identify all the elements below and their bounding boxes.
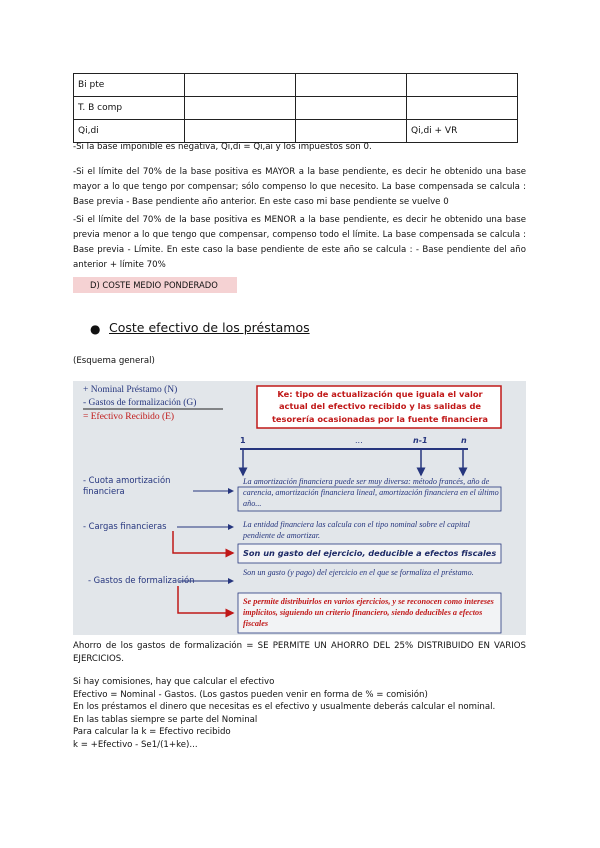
desc-cuota: La amortización financiera puede ser muy diversa: método francés, año de carencia, amortización financiera lineal, amortización financiera en el último año... <box>243 477 499 508</box>
note-formalizacion: Se permite distribuirlos en varios ejercicios, y se reconocen como intereses implícitos, siguiendo un criterio financiero, siendo deducibles a efectos fiscales <box>243 597 494 628</box>
formula-efectivo: = Efectivo Recibido (E) <box>83 412 175 422</box>
note-line: En las tablas siempre se parte del Nominal <box>73 714 258 725</box>
item-label-cuota: - Cuota amortización financiera <box>83 475 171 496</box>
table-cell <box>296 97 407 120</box>
table-cell <box>185 97 296 120</box>
note-line: Efectivo = Nominal - Gastos. (Los gastos pueden venir en forma de % = comisión) <box>73 689 428 700</box>
arrow-red-formalizacion <box>178 586 233 613</box>
table-cell: Qi,di + VR <box>407 120 518 143</box>
timeline-label-n-1: n-1 <box>413 436 428 445</box>
desc-formalizacion: Son un gasto (y pago) del ejercicio en el que se formaliza el préstamo. <box>243 568 474 577</box>
note-line: En los préstamos el dinero que necesitas es el efectivo y usualmente deberás calcular el nominal. <box>73 702 496 712</box>
arrow-red-cargas <box>173 531 233 553</box>
table-row <box>74 74 518 97</box>
paragraph-limit-menor: -Si el límite del 70% de la base positiva es MENOR a la base pendiente, es decir he obtenido una base previa menor a lo que tengo que compensar, compenso todo el límite. La base compensada se calcula : Base previa - Límite. En este caso la base pendiente de este año se calcula : - Base pendiente del año anterior + límite 70% <box>73 215 526 270</box>
timeline-label-1: 1 <box>240 436 246 445</box>
item-label-cargas: - Cargas financieras <box>83 521 167 531</box>
notes-block <box>73 676 543 751</box>
esquema-figure <box>73 381 526 635</box>
paragraph-ahorro: Ahorro de los gastos de formalización = SE PERMITE UN AHORRO DEL 25% DISTRIBUIDO EN VARIOS EJERCICIOS. <box>73 641 526 664</box>
paragraph-limit-mayor: -Si el límite del 70% de la base positiva es MAYOR a la base pendiente, es decir he obtenido una base mayor a lo que tengo por compensar; sólo compenso lo que necesito. La base compensada se calcula : Base previa - Base pendiente año anterior. En este caso mi base pendiente se vuelve 0 <box>73 167 526 207</box>
note-line: Para calcular la k = Efectivo recibido <box>73 727 231 737</box>
ke-definition: Ke: tipo de actualización que iguala el valor actual del efectivo recibido y las salidas de tesorería ocasionadas por la fuente financiera <box>271 389 489 424</box>
formula-nominal: + Nominal Préstamo (N) <box>83 385 178 395</box>
table-cell: Qi,di <box>74 120 185 143</box>
table-cell <box>296 74 407 97</box>
table-cell: Bi pte <box>74 74 185 97</box>
table-cell <box>407 97 518 120</box>
note-line: Si hay comisiones, hay que calcular el efectivo <box>73 677 275 687</box>
timeline-label-n: n <box>461 436 467 445</box>
table-cell <box>407 74 518 97</box>
bullet-icon: ● <box>90 322 101 336</box>
note-cargas: Son un gasto del ejercicio, deducible a efectos fiscales <box>243 548 497 558</box>
note-line: k = +Efectivo - Se1/(1+ke)... <box>73 739 198 750</box>
esquema-caption: (Esquema general) <box>73 356 155 366</box>
table-row <box>74 97 518 120</box>
paragraph-negative-base: -Si la base imponible es negativa, Qi,di = Qi,ai y los impuestos son 0. <box>73 142 372 152</box>
table-cell <box>185 74 296 97</box>
desc-cargas: La entidad financiera las calcula con el tipo nominal sobre el capital pendiente de amortizar. <box>243 520 470 540</box>
section-heading-coste-medio: D) COSTE MEDIO PONDERADO <box>73 277 237 293</box>
section-title-coste-efectivo: Coste efectivo de los préstamos <box>109 320 310 335</box>
compensation-table <box>73 73 518 143</box>
formula-gastos: - Gastos de formalización (G) <box>83 398 197 408</box>
timeline-label-dots: ... <box>355 436 363 445</box>
item-label-formalizacion: - Gastos de formalización <box>88 575 195 585</box>
table-cell: T. B comp <box>74 97 185 120</box>
